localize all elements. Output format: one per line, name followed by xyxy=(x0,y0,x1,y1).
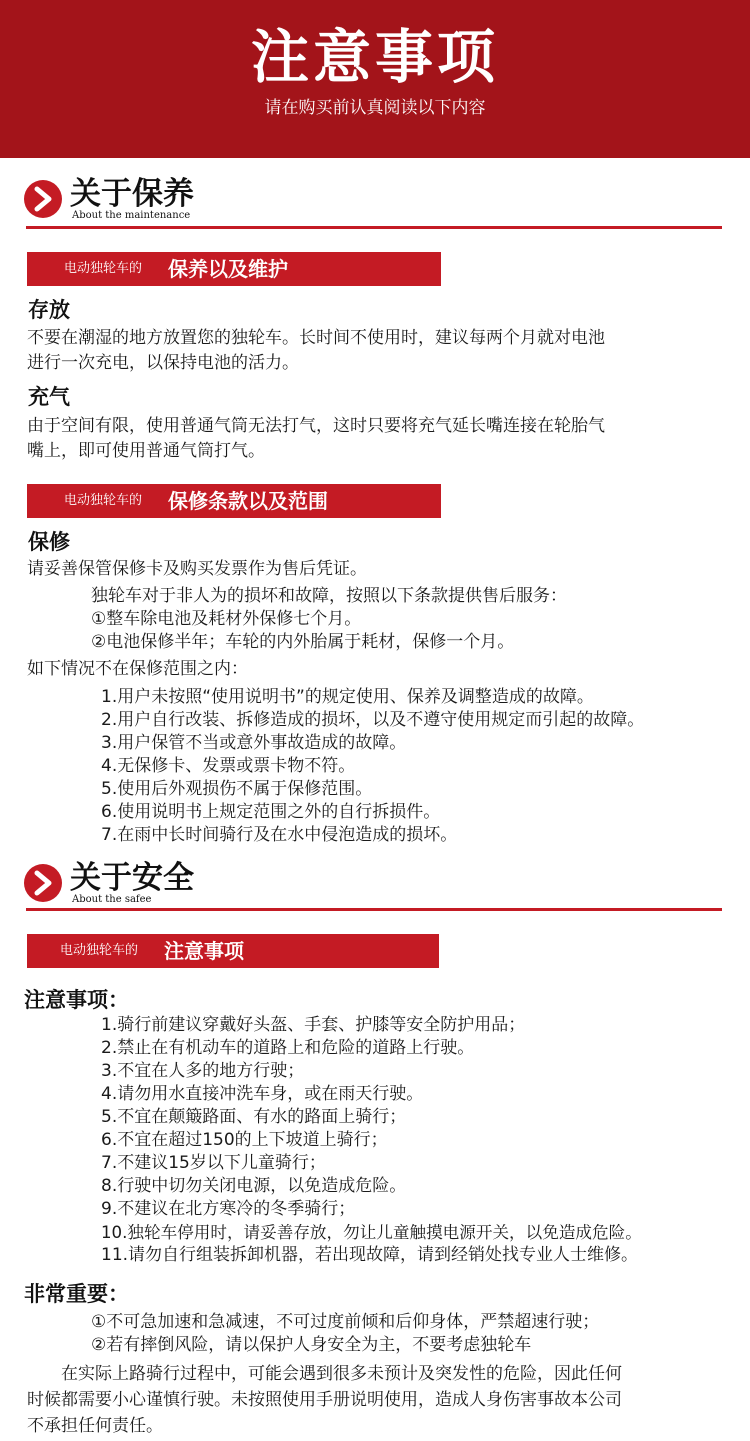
list-item: 6.不宜在超过150的上下坡道上骑行； xyxy=(101,1130,388,1150)
safety-notes-heading: 注意事项： xyxy=(24,988,129,1012)
safety-divider xyxy=(26,908,722,911)
list-item: ①不可急加速和急减速，不可过度前倾和后仰身体，严禁超速行驶； xyxy=(91,1312,600,1332)
maintenance-title: 关于保养 xyxy=(70,176,194,212)
list-item: 独轮车对于非人为的损坏和故障，按照以下条款提供售后服务： xyxy=(91,586,567,606)
page-title: 注意事项 xyxy=(250,23,499,91)
warranty-heading: 保修 xyxy=(28,530,70,554)
list-item: 8.行驶中切勿关闭电源，以免造成危险。 xyxy=(101,1176,407,1196)
list-item: 7.不建议15岁以下儿童骑行； xyxy=(101,1153,326,1173)
storage-line: 进行一次充电，以保持电池的活力。 xyxy=(27,353,299,373)
maintenance-banner xyxy=(27,252,441,286)
safety-english-title: About the safee xyxy=(72,894,152,905)
header-banner xyxy=(0,0,750,158)
list-item: ②电池保修半年；车轮的内外胎属于耗材，保修一个月。 xyxy=(91,632,515,652)
closing-line: 不承担任何责任。 xyxy=(27,1416,163,1436)
list-item: 5.使用后外观损伤不属于保修范围。 xyxy=(101,779,373,799)
safety-banner-prefix: 电动独轮车的 xyxy=(60,943,139,958)
warranty-terms-list xyxy=(91,585,567,654)
closing-paragraph xyxy=(27,1361,622,1439)
inflate-line: 嘴上，即可使用普通气筒打气。 xyxy=(27,441,265,461)
maintenance-banner-prefix: 电动独轮车的 xyxy=(64,261,143,276)
warranty-banner-prefix: 电动独轮车的 xyxy=(64,493,143,508)
exclusions-list xyxy=(101,686,644,847)
maintenance-banner-title: 保养以及维护 xyxy=(168,257,288,281)
closing-line: 在实际上路骑行过程中，可能会遇到很多未预计及突发性的危险，因此任何 xyxy=(27,1364,622,1384)
storage-heading: 存放 xyxy=(28,298,70,322)
closing-line: 时候都需要小心谨慎行驶。未按照使用手册说明使用，造成人身伤害事故本公司 xyxy=(27,1390,622,1410)
list-item: 2.用户自行改装、拆修造成的损坏，以及不遵守使用规定而引起的故障。 xyxy=(101,710,645,730)
list-item: 2.禁止在有机动车的道路上和危险的道路上行驶。 xyxy=(101,1038,475,1058)
storage-line: 不要在潮湿的地方放置您的独轮车。长时间不使用时，建议每两个月就对电池 xyxy=(27,328,605,348)
list-item: 10.独轮车停用时，请妥善存放，勿让儿童触摸电源开关，以免造成危险。 xyxy=(101,1223,642,1242)
list-item: 4.无保修卡、发票或票卡物不符。 xyxy=(101,756,356,776)
list-item: ②若有摔倒风险，请以保护人身安全为主，不要考虑独轮车 xyxy=(91,1335,532,1355)
important-heading: 非常重要： xyxy=(24,1282,129,1306)
warranty-banner xyxy=(27,484,441,518)
list-item: 9.不建议在北方寒冷的冬季骑行； xyxy=(101,1199,356,1219)
maintenance-divider xyxy=(26,226,722,229)
list-item: 11.请勿自行组装拆卸机器，若出现故障，请到经销处找专业人士维修。 xyxy=(101,1245,639,1265)
list-item: 3.不宜在人多的地方行驶； xyxy=(101,1061,305,1081)
page-subtitle: 请在购买前认真阅读以下内容 xyxy=(264,98,486,118)
inflate-text xyxy=(27,414,605,464)
exclusions-intro: 如下情况不在保修范围之内： xyxy=(27,659,248,679)
list-item: 7.在雨中长时间骑行及在水中侵泡造成的损坏。 xyxy=(101,825,458,845)
storage-text xyxy=(27,326,605,376)
list-item: 5.不宜在颠簸路面、有水的路面上骑行； xyxy=(101,1107,407,1127)
warranty-banner-title: 保修条款以及范围 xyxy=(168,489,328,513)
safety-banner-title: 注意事项 xyxy=(164,939,244,963)
safety-title: 关于安全 xyxy=(70,860,194,896)
chevron-right-icon xyxy=(24,180,62,218)
maintenance-english-title: About the maintenance xyxy=(72,210,191,221)
chevron-right-icon xyxy=(24,864,62,902)
list-item: 1.用户未按照“使用说明书”的规定使用、保养及调整造成的故障。 xyxy=(101,687,594,707)
safety-notes-list xyxy=(101,1014,642,1267)
important-list xyxy=(91,1311,599,1357)
list-item: 4.请勿用水直接冲洗车身，或在雨天行驶。 xyxy=(101,1084,424,1104)
list-item: 3.用户保管不当或意外事故造成的故障。 xyxy=(101,733,407,753)
list-item: 6.使用说明书上规定范围之外的自行拆损件。 xyxy=(101,802,441,822)
warranty-intro: 请妥善保管保修卡及购买发票作为售后凭证。 xyxy=(27,559,367,579)
list-item: 1.骑行前建议穿戴好头盔、手套、护膝等安全防护用品； xyxy=(101,1015,526,1035)
safety-banner xyxy=(27,934,439,968)
inflate-line: 由于空间有限，使用普通气筒无法打气，这时只要将充气延长嘴连接在轮胎气 xyxy=(27,416,605,436)
list-item: ①整车除电池及耗材外保修七个月。 xyxy=(91,609,362,629)
inflate-heading: 充气 xyxy=(28,385,70,409)
